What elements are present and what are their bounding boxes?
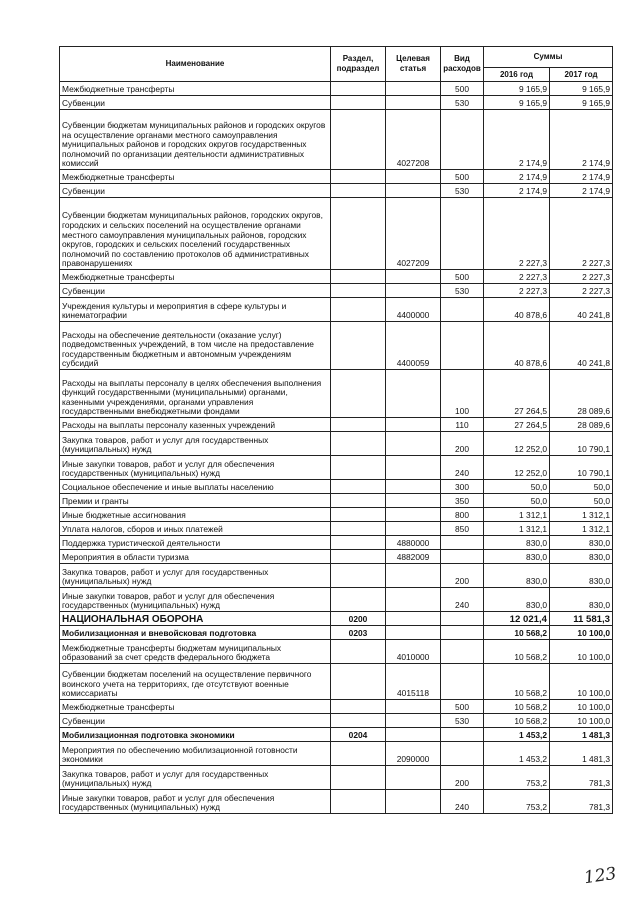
- cell-sum-2017: 40 241,8: [550, 322, 613, 370]
- cell-sum-2017: 781,3: [550, 790, 613, 814]
- cell-sum-2017: 2 174,9: [550, 184, 613, 198]
- cell-section: [331, 370, 386, 418]
- cell-section: [331, 480, 386, 494]
- header-sums: Суммы: [484, 47, 613, 68]
- cell-target: [386, 522, 441, 536]
- cell-section: [331, 298, 386, 322]
- table-row: [60, 270, 613, 284]
- cell-section: [331, 564, 386, 588]
- table-row: [60, 742, 613, 766]
- cell-sum-2016: 12 252,0: [484, 456, 550, 480]
- table-row: [60, 370, 613, 418]
- cell-sum-2016: 753,2: [484, 790, 550, 814]
- cell-section: [331, 184, 386, 198]
- cell-type: 850: [441, 522, 484, 536]
- cell-sum-2017: 9 165,9: [550, 96, 613, 110]
- cell-target: [386, 418, 441, 432]
- header-type: Вид расходов: [441, 47, 484, 82]
- cell-section: [331, 766, 386, 790]
- cell-target: 4010000: [386, 640, 441, 664]
- table-row: [60, 612, 613, 626]
- cell-sum-2017: 2 174,9: [550, 170, 613, 184]
- cell-sum-2017: 1 481,3: [550, 742, 613, 766]
- cell-type: [441, 550, 484, 564]
- cell-section: [331, 82, 386, 96]
- cell-type: [441, 728, 484, 742]
- cell-type: 530: [441, 714, 484, 728]
- cell-target: [386, 766, 441, 790]
- cell-type: 530: [441, 184, 484, 198]
- cell-name: НАЦИОНАЛЬНАЯ ОБОРОНА: [60, 612, 331, 626]
- cell-name: Мобилизационная подготовка экономики: [60, 728, 331, 742]
- table-row: [60, 550, 613, 564]
- cell-sum-2017: 1 312,1: [550, 508, 613, 522]
- cell-target: [386, 284, 441, 298]
- header-name: Наименование: [60, 47, 331, 82]
- cell-section: [331, 664, 386, 700]
- cell-sum-2016: 1 453,2: [484, 728, 550, 742]
- cell-sum-2017: 10 100,0: [550, 700, 613, 714]
- cell-section: [331, 170, 386, 184]
- cell-name: Премии и гранты: [60, 494, 331, 508]
- cell-type: [441, 322, 484, 370]
- cell-section: [331, 456, 386, 480]
- cell-sum-2016: 830,0: [484, 550, 550, 564]
- cell-sum-2016: 10 568,2: [484, 626, 550, 640]
- cell-target: [386, 564, 441, 588]
- table-row: [60, 536, 613, 550]
- cell-name: Межбюджетные трансферты: [60, 700, 331, 714]
- header-year-2017: 2017 год: [550, 68, 613, 82]
- cell-target: 2090000: [386, 742, 441, 766]
- header-year-2016: 2016 год: [484, 68, 550, 82]
- cell-sum-2016: 10 568,2: [484, 700, 550, 714]
- cell-target: [386, 714, 441, 728]
- cell-name: Субвенции бюджетам поселений на осуществление первичного воинского учета на территориях, где отсутствуют военные комиссариаты: [60, 664, 331, 700]
- cell-sum-2017: 1 481,3: [550, 728, 613, 742]
- cell-type: [441, 640, 484, 664]
- cell-sum-2016: 9 165,9: [484, 82, 550, 96]
- cell-name: Учреждения культуры и мероприятия в сфере культуры и кинематографии: [60, 298, 331, 322]
- cell-sum-2016: 830,0: [484, 564, 550, 588]
- table-row: [60, 456, 613, 480]
- cell-section: 0203: [331, 626, 386, 640]
- cell-sum-2017: 10 790,1: [550, 432, 613, 456]
- table-row: [60, 110, 613, 170]
- cell-sum-2016: 1 312,1: [484, 508, 550, 522]
- cell-section: 0200: [331, 612, 386, 626]
- cell-type: 500: [441, 170, 484, 184]
- table-row: [60, 626, 613, 640]
- cell-sum-2017: 50,0: [550, 494, 613, 508]
- cell-section: [331, 742, 386, 766]
- cell-section: [331, 714, 386, 728]
- cell-sum-2016: 2 227,3: [484, 198, 550, 270]
- cell-type: [441, 298, 484, 322]
- cell-name: Субвенции бюджетам муниципальных районов, городских округов, городских и сельских поселений на осуществление органами местного самоуправления муниципальных районов, городских округов, городских и сельских поселений государственных полномочий по составлению протоколов об административных правонарушениях: [60, 198, 331, 270]
- cell-target: [386, 170, 441, 184]
- cell-target: [386, 494, 441, 508]
- cell-section: [331, 432, 386, 456]
- cell-target: 4880000: [386, 536, 441, 550]
- cell-target: [386, 790, 441, 814]
- cell-target: 4400059: [386, 322, 441, 370]
- cell-type: 300: [441, 480, 484, 494]
- cell-sum-2016: 753,2: [484, 766, 550, 790]
- cell-type: [441, 742, 484, 766]
- table-body: [60, 82, 613, 814]
- cell-name: Субвенции: [60, 184, 331, 198]
- cell-sum-2016: 40 878,6: [484, 298, 550, 322]
- table-row: [60, 82, 613, 96]
- cell-sum-2016: 2 227,3: [484, 270, 550, 284]
- cell-target: [386, 96, 441, 110]
- table-row: [60, 198, 613, 270]
- table-row: [60, 284, 613, 298]
- cell-target: [386, 456, 441, 480]
- cell-sum-2017: 830,0: [550, 564, 613, 588]
- cell-target: [386, 612, 441, 626]
- table-row: [60, 432, 613, 456]
- cell-name: Межбюджетные трансферты: [60, 82, 331, 96]
- table-row: [60, 728, 613, 742]
- cell-sum-2016: 830,0: [484, 588, 550, 612]
- cell-name: Закупка товаров, работ и услуг для государственных (муниципальных) нужд: [60, 432, 331, 456]
- cell-type: 500: [441, 270, 484, 284]
- cell-type: 200: [441, 564, 484, 588]
- cell-name: Субвенции: [60, 284, 331, 298]
- cell-sum-2016: 2 227,3: [484, 284, 550, 298]
- cell-sum-2016: 2 174,9: [484, 170, 550, 184]
- cell-sum-2017: 28 089,6: [550, 418, 613, 432]
- cell-name: Субвенции: [60, 714, 331, 728]
- table-row: [60, 588, 613, 612]
- cell-name: Иные закупки товаров, работ и услуг для обеспечения государственных (муниципальных) нужд: [60, 588, 331, 612]
- cell-target: 4015118: [386, 664, 441, 700]
- cell-name: Мобилизационная и вневойсковая подготовка: [60, 626, 331, 640]
- table-row: [60, 184, 613, 198]
- cell-target: 4400000: [386, 298, 441, 322]
- table-row: [60, 564, 613, 588]
- cell-sum-2016: 1 312,1: [484, 522, 550, 536]
- cell-sum-2017: 781,3: [550, 766, 613, 790]
- cell-sum-2016: 40 878,6: [484, 322, 550, 370]
- cell-section: [331, 522, 386, 536]
- cell-type: 200: [441, 432, 484, 456]
- cell-section: [331, 790, 386, 814]
- cell-section: [331, 270, 386, 284]
- table-row: [60, 480, 613, 494]
- cell-name: Расходы на обеспечение деятельности (оказание услуг) подведомственных учреждений, в том числе на предоставление государственным бюджетным и автономным учреждениям субсидий: [60, 322, 331, 370]
- cell-section: [331, 96, 386, 110]
- table-row: [60, 170, 613, 184]
- cell-sum-2017: 10 100,0: [550, 664, 613, 700]
- cell-type: [441, 612, 484, 626]
- cell-section: [331, 494, 386, 508]
- cell-type: 350: [441, 494, 484, 508]
- cell-section: [331, 550, 386, 564]
- cell-sum-2016: 12 252,0: [484, 432, 550, 456]
- cell-name: Субвенции бюджетам муниципальных районов и городских округов на осуществление органами местного самоуправления муниципальных районов и городских округов государственных полномочий по организации деятельности административных комиссий: [60, 110, 331, 170]
- cell-section: [331, 322, 386, 370]
- cell-type: 530: [441, 284, 484, 298]
- cell-target: [386, 370, 441, 418]
- cell-sum-2017: 2 174,9: [550, 110, 613, 170]
- cell-sum-2016: 1 453,2: [484, 742, 550, 766]
- table-row: [60, 494, 613, 508]
- cell-sum-2016: 12 021,4: [484, 612, 550, 626]
- cell-sum-2017: 830,0: [550, 536, 613, 550]
- cell-name: Расходы на выплаты персоналу в целях обеспечения выполнения функций государственными (муниципальными) органами, казенными учреждениями, органами управления государственными внебюджетными фондами: [60, 370, 331, 418]
- cell-type: 100: [441, 370, 484, 418]
- header-section: Раздел, подраздел: [331, 47, 386, 82]
- cell-name: Социальное обеспечение и иные выплаты населению: [60, 480, 331, 494]
- cell-type: 200: [441, 766, 484, 790]
- table-header: [60, 47, 613, 82]
- cell-name: Уплата налогов, сборов и иных платежей: [60, 522, 331, 536]
- cell-sum-2016: 27 264,5: [484, 418, 550, 432]
- cell-sum-2016: 2 174,9: [484, 110, 550, 170]
- cell-type: [441, 664, 484, 700]
- table-row: [60, 298, 613, 322]
- cell-sum-2016: 9 165,9: [484, 96, 550, 110]
- cell-target: [386, 588, 441, 612]
- cell-type: [441, 198, 484, 270]
- cell-sum-2017: 28 089,6: [550, 370, 613, 418]
- cell-target: [386, 270, 441, 284]
- cell-name: Иные бюджетные ассигнования: [60, 508, 331, 522]
- cell-type: [441, 110, 484, 170]
- cell-sum-2016: 10 568,2: [484, 714, 550, 728]
- cell-name: Иные закупки товаров, работ и услуг для обеспечения государственных (муниципальных) нужд: [60, 456, 331, 480]
- cell-name: Межбюджетные трансферты: [60, 270, 331, 284]
- table-row: [60, 322, 613, 370]
- table-row: [60, 640, 613, 664]
- cell-type: [441, 626, 484, 640]
- table-row: [60, 714, 613, 728]
- cell-section: [331, 700, 386, 714]
- cell-target: [386, 480, 441, 494]
- cell-target: [386, 626, 441, 640]
- cell-name: Иные закупки товаров, работ и услуг для обеспечения государственных (муниципальных) нужд: [60, 790, 331, 814]
- cell-sum-2017: 830,0: [550, 588, 613, 612]
- cell-sum-2016: 10 568,2: [484, 664, 550, 700]
- cell-name: Расходы на выплаты персоналу казенных учреждений: [60, 418, 331, 432]
- cell-section: 0204: [331, 728, 386, 742]
- cell-target: [386, 82, 441, 96]
- cell-section: [331, 110, 386, 170]
- cell-name: Субвенции: [60, 96, 331, 110]
- cell-sum-2016: 2 174,9: [484, 184, 550, 198]
- cell-sum-2017: 11 581,3: [550, 612, 613, 626]
- cell-type: 240: [441, 456, 484, 480]
- cell-sum-2017: 1 312,1: [550, 522, 613, 536]
- cell-sum-2017: 10 100,0: [550, 640, 613, 664]
- cell-type: 240: [441, 790, 484, 814]
- cell-target: [386, 508, 441, 522]
- cell-sum-2017: 830,0: [550, 550, 613, 564]
- cell-sum-2017: 9 165,9: [550, 82, 613, 96]
- table-row: [60, 664, 613, 700]
- cell-section: [331, 508, 386, 522]
- cell-name: Межбюджетные трансферты: [60, 170, 331, 184]
- cell-section: [331, 198, 386, 270]
- cell-name: Поддержка туристической деятельности: [60, 536, 331, 550]
- cell-type: 500: [441, 700, 484, 714]
- cell-target: 4882009: [386, 550, 441, 564]
- cell-section: [331, 536, 386, 550]
- cell-target: [386, 728, 441, 742]
- cell-sum-2016: 10 568,2: [484, 640, 550, 664]
- cell-type: 110: [441, 418, 484, 432]
- cell-sum-2016: 27 264,5: [484, 370, 550, 418]
- header-target: Целевая статья: [386, 47, 441, 82]
- cell-type: [441, 536, 484, 550]
- cell-sum-2017: 10 790,1: [550, 456, 613, 480]
- cell-sum-2017: 10 100,0: [550, 714, 613, 728]
- table-row: [60, 508, 613, 522]
- cell-target: 4027209: [386, 198, 441, 270]
- cell-sum-2016: 830,0: [484, 536, 550, 550]
- cell-sum-2016: 50,0: [484, 480, 550, 494]
- cell-name: Закупка товаров, работ и услуг для государственных (муниципальных) нужд: [60, 564, 331, 588]
- cell-sum-2017: 10 100,0: [550, 626, 613, 640]
- cell-section: [331, 418, 386, 432]
- cell-target: [386, 700, 441, 714]
- table-row: [60, 418, 613, 432]
- cell-target: [386, 184, 441, 198]
- table-row: [60, 766, 613, 790]
- cell-name: Мероприятия в области туризма: [60, 550, 331, 564]
- table-row: [60, 790, 613, 814]
- cell-section: [331, 284, 386, 298]
- cell-section: [331, 588, 386, 612]
- table-row: [60, 700, 613, 714]
- cell-target: [386, 432, 441, 456]
- cell-type: 240: [441, 588, 484, 612]
- cell-name: Мероприятия по обеспечению мобилизационной готовности экономики: [60, 742, 331, 766]
- cell-sum-2017: 2 227,3: [550, 198, 613, 270]
- cell-sum-2017: 50,0: [550, 480, 613, 494]
- cell-name: Межбюджетные трансферты бюджетам муниципальных образований за счет средств федерального бюджета: [60, 640, 331, 664]
- cell-sum-2017: 2 227,3: [550, 270, 613, 284]
- cell-type: 500: [441, 82, 484, 96]
- cell-name: Закупка товаров, работ и услуг для государственных (муниципальных) нужд: [60, 766, 331, 790]
- cell-sum-2017: 40 241,8: [550, 298, 613, 322]
- cell-type: 530: [441, 96, 484, 110]
- table-row: [60, 96, 613, 110]
- cell-sum-2017: 2 227,3: [550, 284, 613, 298]
- cell-type: 800: [441, 508, 484, 522]
- table-row: [60, 522, 613, 536]
- cell-sum-2016: 50,0: [484, 494, 550, 508]
- cell-target: 4027208: [386, 110, 441, 170]
- budget-table: [59, 46, 613, 814]
- page-number: 123: [582, 863, 618, 889]
- cell-section: [331, 640, 386, 664]
